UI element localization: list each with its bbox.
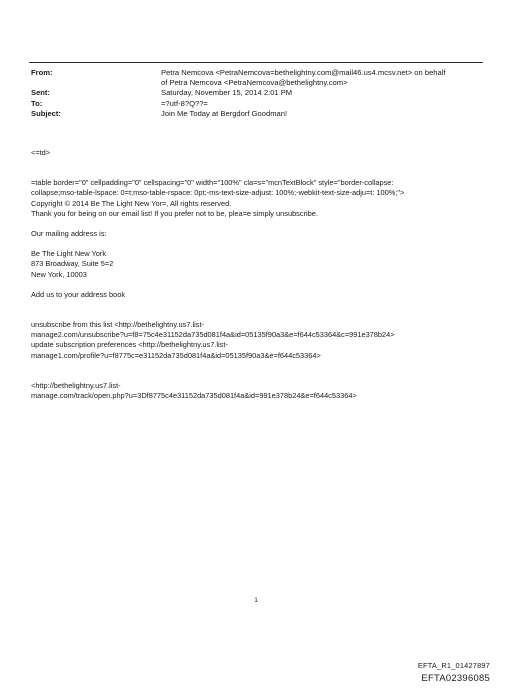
from-value-line2: of Petra Nemcova <PetraNemcova@bethelightny.com> bbox=[161, 78, 348, 88]
sent-label: Sent: bbox=[31, 88, 50, 98]
address-line-1: Be The Light New York bbox=[31, 249, 107, 259]
subject-label: Subject: bbox=[31, 108, 61, 118]
td-fragment: <=td> bbox=[31, 148, 51, 157]
unsubscribe-line2[interactable]: manage2.com/unsubscribe?u=f8=75c4e31152da735d081f4a&id=05135f90a3&e=f644c53364&c=991e378b24> bbox=[31, 330, 395, 340]
from-label: From: bbox=[31, 68, 53, 77]
table-markup-line1: =table border="0" cellpadding="0" cellspacing="0" width="100%" cla=s="mcnTextBlock" style="border-collapse: bbox=[31, 178, 394, 188]
address-book-link[interactable]: Add us to your address book bbox=[31, 289, 126, 299]
sent-row bbox=[31, 88, 481, 98]
table-markup-line2: collapse;mso-table-lspace: 0=t;mso-table-rspace: 0pt;-ms-text-size-adjust: 100%;-webkit-text-size-adju=t: 100%;"> bbox=[31, 188, 405, 198]
copyright-text: Copyright © 2014 Be The Light New Yor=, All rights reserved. bbox=[31, 198, 232, 208]
tracking-url-line2[interactable]: manage.com/track/open.php?u=3Df8775c4e31152da735d081f4a&id=991e378b24&e=f644c53364> bbox=[31, 391, 357, 401]
header-top-rule bbox=[29, 62, 483, 63]
email-header bbox=[31, 68, 481, 119]
bates-stamp-2: EFTA02396085 bbox=[421, 672, 490, 683]
page-number: 1 bbox=[254, 597, 258, 604]
to-label: To: bbox=[31, 98, 43, 108]
to-value: =?utf-8?Q??= bbox=[161, 98, 208, 108]
sent-value: Saturday, November 15, 2014 2:01 PM bbox=[161, 88, 293, 98]
email-body bbox=[31, 148, 481, 401]
address-line-3: New York, 10003 bbox=[31, 269, 87, 279]
update-preferences-line1[interactable]: update subscription preferences <http://bethelightny.us7.list- bbox=[31, 340, 228, 350]
tracking-url-line1[interactable]: <http://bethelightny.us7.list- bbox=[31, 380, 121, 390]
from-row bbox=[31, 68, 481, 88]
address-line-2: 873 Broadway, Suite 5=2 bbox=[31, 259, 114, 269]
thanks-text: Thank you for being on our email list! If you prefer not to be, plea=e simply unsubscribe. bbox=[31, 208, 318, 218]
subject-row bbox=[31, 109, 481, 119]
mailing-address-label: Our mailing address is: bbox=[31, 229, 107, 239]
unsubscribe-line1[interactable]: unsubscribe from this list <http://bethelightny.us7.list- bbox=[31, 320, 205, 330]
update-preferences-line2[interactable]: manage1.com/profile?u=f8775c=e31152da735d081f4a&id=05135f90a3&e=f644c53364> bbox=[31, 350, 321, 360]
to-row bbox=[31, 99, 481, 109]
from-value-line1: Petra Nemcova <PetraNemcova=bethelightny.com@mail46.us4.mcsv.net> on behalf bbox=[161, 68, 446, 77]
bates-stamp-1: EFTA_R1_01427897 bbox=[417, 661, 490, 670]
subject-value: Join Me Today at Bergdorf Goodman! bbox=[161, 108, 288, 118]
